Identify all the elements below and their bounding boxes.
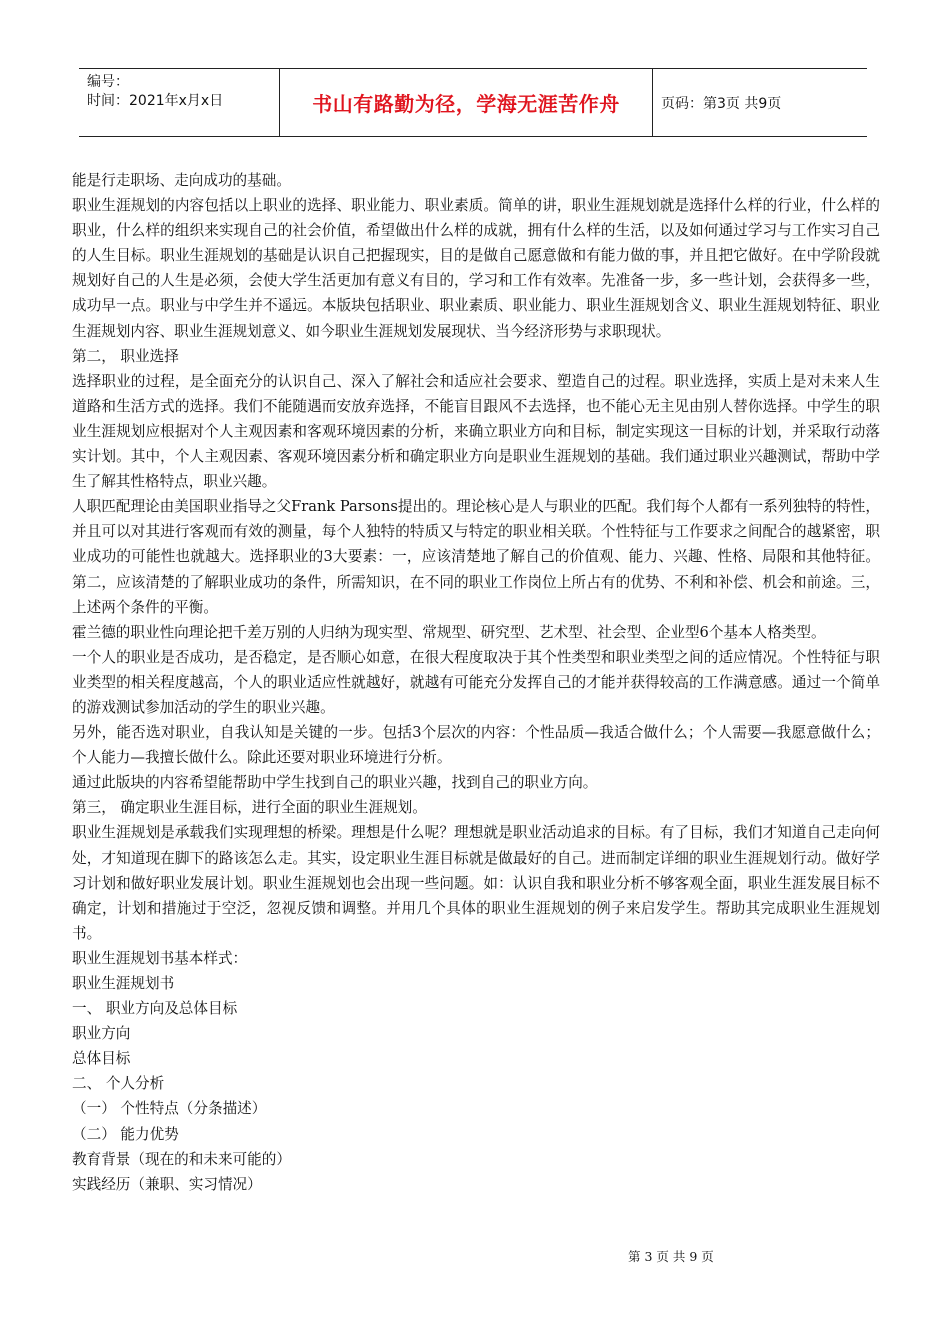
paragraph: 一个人的职业是否成功，是否稳定，是否顺心如意，在很大程度取决于其个性类型和职业类型之间的适应情况。个性特征与职业类型的相关程度越高，个人的职业适应性就越好，就越有可能充分发挥自己的才能并获得较高的工作满意感。通过一个简单的游戏测试参加活动的学生的职业兴趣。 [72, 648, 880, 716]
list-item: 教育背景（现在的和未来可能的） [72, 1150, 291, 1168]
section-heading: 第二， 职业选择 [72, 347, 179, 365]
header-meta [79, 69, 279, 136]
section-heading: 第三， 确定职业生涯目标，进行全面的职业生涯规划。 [72, 799, 427, 817]
header-page-label: 页码：第3页 共9页 [661, 95, 782, 112]
paragraph: 选择职业的过程，是全面充分的认识自己、深入了解社会和适应社会要求、塑造自己的过程。职业选择，实质上是对未来人生道路和生活方式的选择。我们不能随遇而安放弃选择，不能盲目跟风不去选择，也不能心无主见由别人替你选择。中学生的职业生涯规划应根据对个人主观因素和客观环境因素的分析，来确立职业方向和目标，制定实现这一目标的计划，并采取行动落实计划。其中，个人主观因素、客观环境因素分析和确定职业方向是职业生涯规划的基础。我们通过职业兴趣测试，帮助中学生了解其性格特点，职业兴趣。 [72, 372, 880, 491]
list-item: 职业生涯规划书基本样式： [72, 949, 248, 967]
header-motto-cell [279, 69, 653, 136]
list-item: 一、 职业方向及总体目标 [72, 1000, 238, 1018]
list-item: 职业生涯规划书 [72, 975, 175, 992]
document-number-label: 编号： [87, 74, 129, 90]
paragraph: 霍兰德的职业性向理论把千差万别的人归纳为现实型、常规型、研究型、艺术型、社会型、企业型6个基本人格类型。 [72, 623, 826, 641]
document-body [72, 168, 880, 1197]
list-item: 总体目标 [72, 1050, 131, 1068]
document-time-label: 时间：2021年x月x日 [87, 93, 224, 109]
paragraph: 职业生涯规划的内容包括以上职业的选择、职业能力、职业素质。简单的讲，职业生涯规划就是选择什么样的行业，什么样的职业，什么样的组织来实现自己的社会价值，希望做出什么样的成就，拥有什么样的生活，以及如何通过学习与工作实习自己的人生目标。职业生涯规划的基础是认识自己把握现实，目的是做自己愿意做和有能力做的事，并且把它做好。在中学阶段就规划好自己的人生是必须，会使大学生活更加有意义有目的，学习和工作有效率。先准备一步，多一些计划，会获得多一些，成功早一点。职业与中学生并不遥远。本版块包括职业、职业素质、职业能力、职业生涯规划含义、职业生涯规划特征、职业生涯规划内容、职业生涯规划意义、如今职业生涯规划发展现状、当今经济形势与求职现状。 [72, 197, 880, 340]
paragraph: 职业生涯规划是承载我们实现理想的桥梁。理想是什么呢？理想就是职业活动追求的目标。有了目标，我们才知道自己走向何处，才知道现在脚下的路该怎么走。其实，设定职业生涯目标就是做最好的自己。进而制定详细的职业生涯规划行动。做好学习计划和做好职业发展计划。职业生涯规划也会出现一些问题。如：认识自我和职业分析不够客观全面，职业生涯发展目标不确定，计划和措施过于空泛，忽视反馈和调整。并用几个具体的职业生涯规划的例子来启发学生。帮助其完成职业生涯规划书。 [72, 824, 880, 942]
page-header [79, 68, 867, 137]
paragraph: 通过此版块的内容希望能帮助中学生找到自己的职业兴趣，找到自己的职业方向。 [72, 774, 598, 792]
list-item: 职业方向 [72, 1025, 131, 1043]
header-motto: 书山有路勤为径，学海无涯苦作舟 [312, 92, 620, 116]
paragraph: 另外，能否选对职业，自我认知是关键的一步。包括3个层次的内容：个性品质—我适合做什么；个人需要—我愿意做什么；个人能力—我擅长做什么。除此还要对职业环境进行分析。 [72, 724, 880, 767]
list-item: （一） 个性特点（分条描述） [72, 1100, 267, 1118]
list-item: （二） 能力优势 [72, 1125, 179, 1143]
list-item: 二、 个人分析 [72, 1075, 165, 1093]
paragraph: 能是行走职场、走向成功的基础。 [72, 172, 291, 189]
header-page-cell [653, 69, 867, 136]
list-item: 实践经历（兼职、实习情况） [72, 1175, 262, 1193]
paragraph: 人职匹配理论由美国职业指导之父Frank Parsons提出的。理论核心是人与职业的匹配。我们每个人都有一系列独特的特性，并且可以对其进行客观而有效的测量，每个人独特的特质又与特定的职业相关联。个性特征与工作要求之间配合的越紧密，职业成功的可能性也就越大。选择职业的3大要素：一，应该清楚地了解自己的价值观、能力、兴趣、性格、局限和其他特征。第二，应该清楚的了解职业成功的条件，所需知识，在不同的职业工作岗位上所占有的优势、不利和补偿、机会和前途。三，上述两个条件的平衡。 [72, 498, 880, 616]
page-footer: 第 3 页 共 9 页 [628, 1249, 714, 1264]
